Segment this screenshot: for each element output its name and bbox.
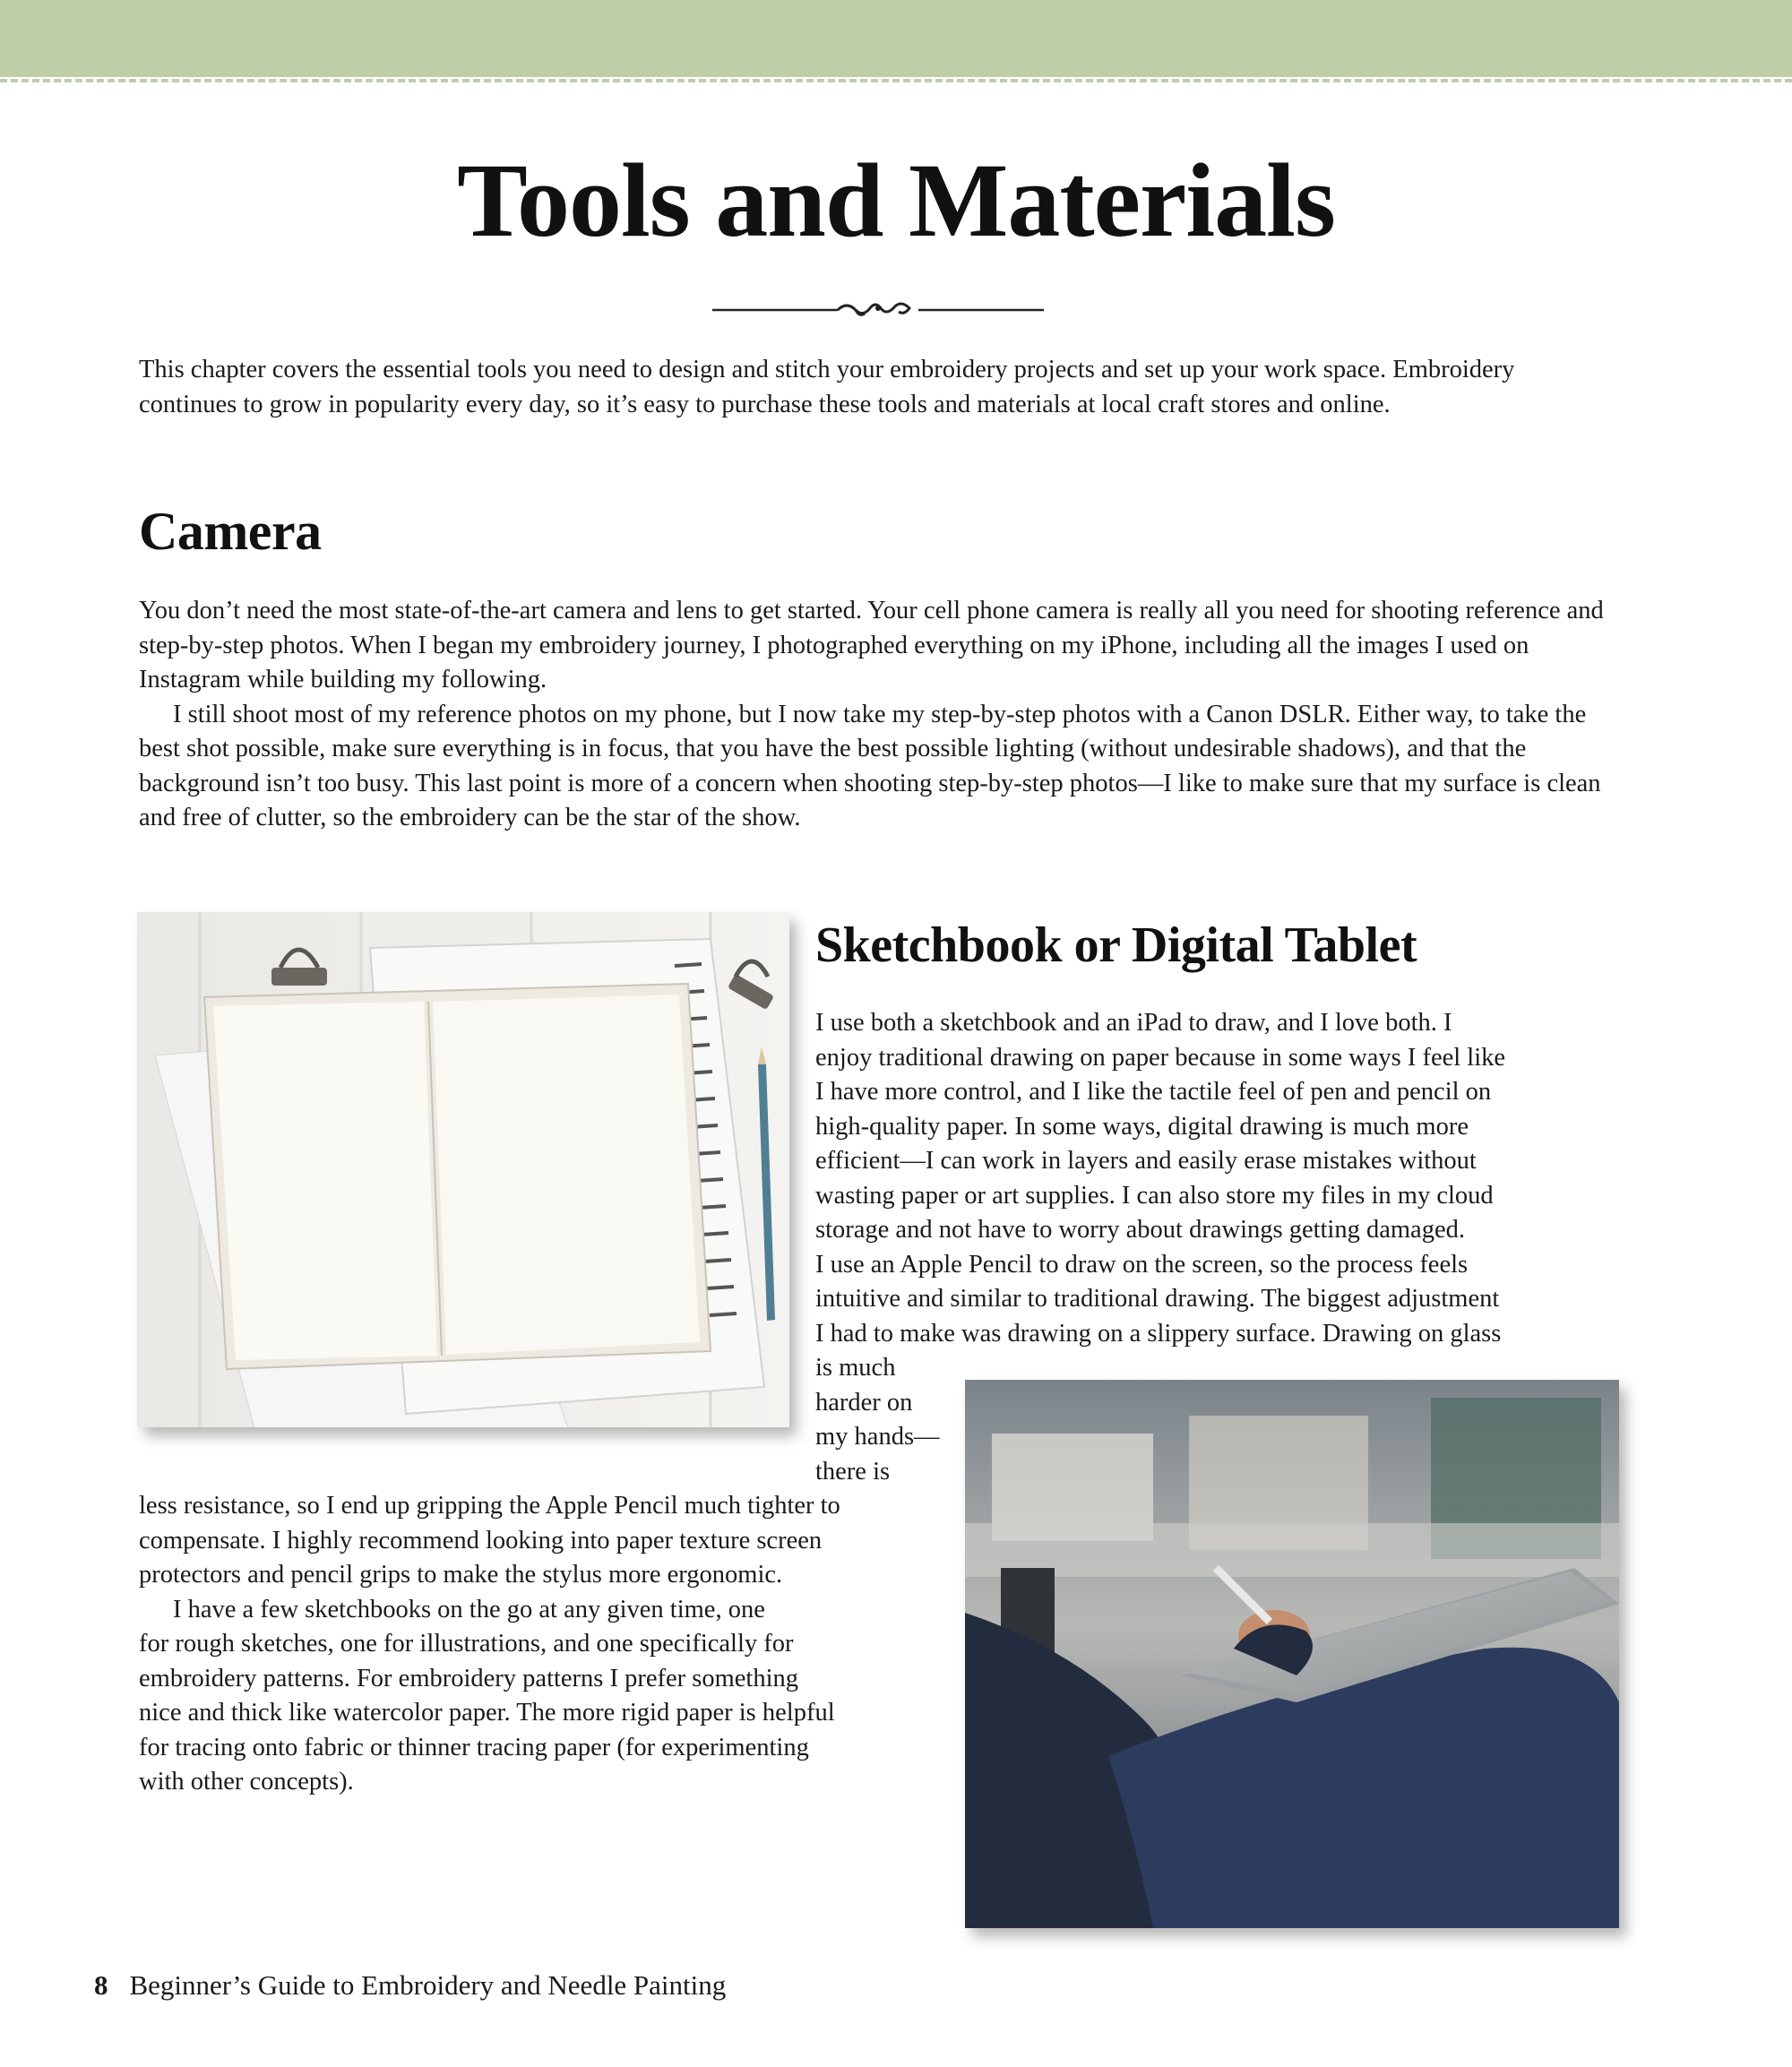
text-line: less resistance, so I end up gripping the Apple Pencil much tighter to (139, 1492, 840, 1520)
text-line: I have more control, and I like the tactile feel of pen and pencil on (815, 1078, 1492, 1106)
page-number: 8 (94, 1969, 108, 2001)
header-band (0, 0, 1792, 77)
tablet-photo (965, 1380, 1619, 1928)
sketchbook-left-column (139, 1489, 963, 1800)
sketchbook-photo (137, 912, 789, 1427)
text-line: protectors and pencil grips to make the stylus more ergonomic. (139, 1561, 783, 1589)
text-line: enjoy traditional drawing on paper because in some ways I feel like (815, 1043, 1506, 1072)
text-line: harder on (815, 1388, 913, 1417)
camera-body (139, 594, 1617, 836)
text-line: compensate. I highly recommend looking into paper texture screen (139, 1526, 823, 1555)
camera-paragraph-2: I still shoot most of my reference photos on my phone, but I now take my step-by-step photos with a Canon DSLR. Either way, to take the best shot possible, make sure everything is in focus, that you have the best possible lighting (without undesirable shadows), and that the background isn’t too busy. This last point is more of a concern when shooting step-by-step photos—I like to make sure that my surface is clean and free of clutter, so the embroidery can be the star of the show. (139, 700, 1601, 831)
text-line: storage and not have to worry about drawings getting damaged. (815, 1216, 1465, 1244)
page-title: Tools and Materials (457, 142, 1335, 259)
text-line: is much (815, 1354, 896, 1382)
intro-paragraph: This chapter covers the essential tools you need to design and stitch your embroidery projects and set up your work space. Embroidery continues to grow in popularity every day, so it’s easy to purchase these tools and materials at local craft stores and online. (139, 356, 1515, 418)
text-line: for tracing onto fabric or thinner tracing paper (for experimenting (139, 1733, 809, 1761)
text-line: I use both a sketchbook and an iPad to draw, and I love both. I (815, 1009, 1452, 1037)
text-line: embroidery patterns. For embroidery patterns I prefer something (139, 1664, 799, 1692)
text-line: intuitive and similar to traditional drawing. The biggest adjustment (815, 1285, 1500, 1313)
text-line: nice and thick like watercolor paper. The more rigid paper is helpful (139, 1699, 835, 1727)
text-line: I had to make was drawing on a slippery surface. Drawing on glass (815, 1319, 1502, 1348)
camera-heading: Camera (139, 502, 322, 561)
text-line: my hands— (815, 1423, 940, 1451)
sketchbook-heading: Sketchbook or Digital Tablet (815, 917, 1417, 973)
text-line: for rough sketches, one for illustrations, and one specifically for (139, 1630, 794, 1658)
header-stitch-line (0, 79, 1792, 82)
text-line: there is (815, 1457, 891, 1486)
text-line: high-quality paper. In some ways, digital drawing is much more (815, 1112, 1469, 1141)
text-line: with other concepts). (139, 1768, 354, 1796)
text-line: I use an Apple Pencil to draw on the screen, so the process feels (815, 1250, 1469, 1279)
text-line: I have a few sketchbooks on the go at any given time, one (173, 1595, 765, 1623)
camera-paragraph-1: You don’t need the most state-of-the-art camera and lens to get started. Your cell phone camera is really all you need for shooting reference and step-by-step photos. When I began my embroidery journey, I photographed everything on my iPhone, including all the images I used on Instagram while building my following. (139, 597, 1604, 693)
page-footer (94, 1971, 726, 1999)
book-title: Beginner’s Guide to Embroidery and Needle Painting (129, 1969, 727, 2001)
flourish-divider-icon (712, 294, 1044, 326)
text-line: efficient—I can work in layers and easily erase mistakes without (815, 1147, 1477, 1175)
text-line: wasting paper or art supplies. I can also store my files in my cloud (815, 1181, 1494, 1210)
